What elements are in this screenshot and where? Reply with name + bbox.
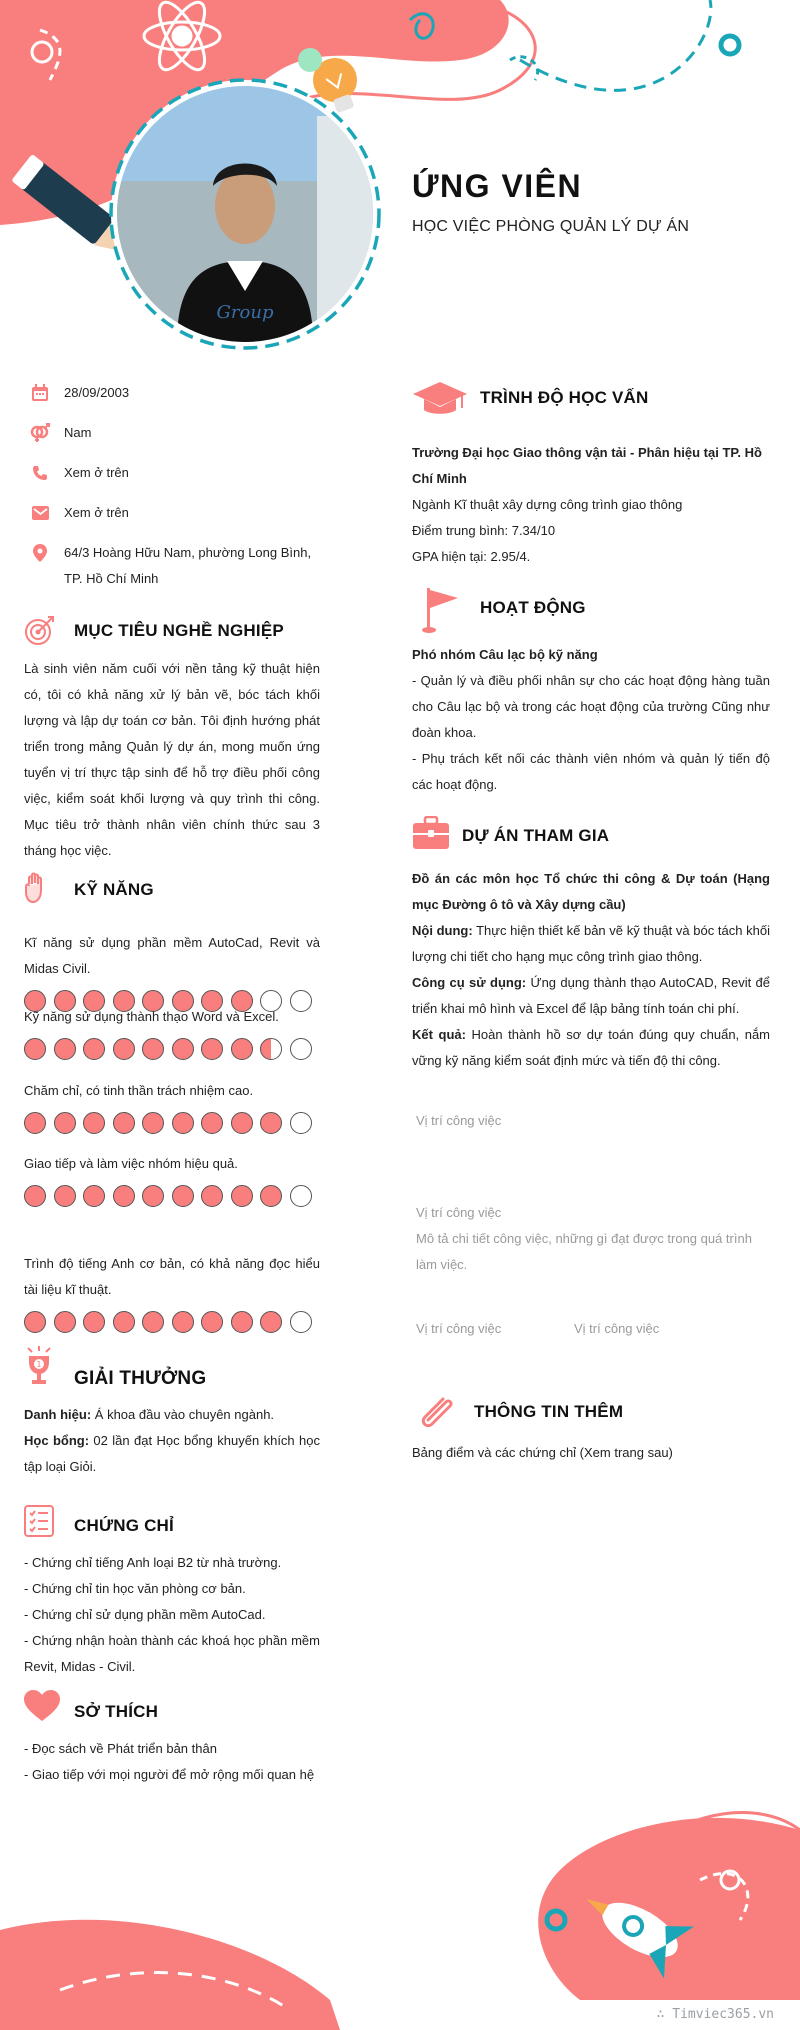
hand-icon — [24, 872, 50, 909]
rating-dot — [142, 1185, 164, 1207]
project-content-value: Thực hiện thiết kế bản vẽ kỹ thuật và bóc tách khối lượng chi tiết cho hạng mục công trình giao thông. — [412, 923, 770, 964]
job-position-placeholder[interactable]: Vị trí công việc — [574, 1321, 660, 1336]
certificates-title: CHỨNG CHỈ — [74, 1516, 174, 1535]
rating-dot — [83, 1038, 105, 1060]
certificate-item: - Chứng chỉ sử dụng phần mềm AutoCad. — [24, 1607, 266, 1622]
rating-dot — [290, 1038, 312, 1060]
rating-dot — [290, 1311, 312, 1333]
rating-dot — [260, 1311, 282, 1333]
email-row — [28, 503, 328, 526]
candidate-position: HỌC VIỆC PHÒNG QUẢN LÝ DỰ ÁN — [412, 218, 690, 235]
checklist-icon — [24, 1505, 54, 1542]
awards-title: GIẢI THƯỞNG — [74, 1368, 207, 1389]
rating-dot — [231, 1112, 253, 1134]
education-text — [412, 440, 770, 570]
project-result-value: Hoàn thành hồ sơ dự toán đúng quy chuẩn, nắm vững kỹ năng kiểm soát định mức và tiến độ thi công. — [412, 1027, 771, 1068]
trophy-icon — [24, 1346, 54, 1391]
rating-dot — [172, 1311, 194, 1333]
candidate-name: ỨNG VIÊN — [412, 168, 583, 204]
phone-icon — [28, 463, 52, 483]
projects-title: DỰ ÁN THAM GIA — [462, 826, 610, 845]
activity-role: Phó nhóm Câu lạc bộ kỹ năng — [412, 647, 598, 662]
skill-label: Chăm chỉ, có tinh thần trách nhiệm cao. — [24, 1083, 254, 1098]
email-icon — [28, 503, 52, 523]
rating-dot — [201, 1038, 223, 1060]
phone-text[interactable]: Xem ở trên — [64, 465, 129, 480]
certificate-item: - Chứng nhận hoàn thành các khoá học phần mềm Revit, Midas - Civil. — [24, 1633, 320, 1674]
rating-dot — [290, 1185, 312, 1207]
rating-dot — [113, 1038, 135, 1060]
phone-row — [28, 463, 328, 486]
award-title-value: Á khoa đầu vào chuyên ngành. — [91, 1407, 275, 1422]
rating-dot — [83, 1185, 105, 1207]
rating-dot — [201, 1112, 223, 1134]
rating-dot — [142, 1038, 164, 1060]
job-position-placeholder[interactable]: Vị trí công việc — [416, 1205, 502, 1220]
rating-dot — [54, 1311, 76, 1333]
rating-dot — [172, 1185, 194, 1207]
gender-text: Nam — [64, 425, 92, 440]
address-text: 64/3 Hoàng Hữu Nam, phường Long Bình, TP. Hồ Chí Minh — [64, 545, 312, 586]
rating-dot — [172, 1112, 194, 1134]
heart-icon — [24, 1690, 60, 1727]
education-title: TRÌNH ĐỘ HỌC VẤN — [480, 388, 649, 407]
activities-text — [412, 642, 770, 798]
hobbies-list — [24, 1736, 334, 1788]
hobbies-title: SỞ THÍCH — [74, 1702, 159, 1721]
awards-text — [24, 1402, 320, 1480]
skill-item — [24, 1151, 320, 1207]
watermark-text: Timviec365.vn — [672, 2007, 774, 2022]
email-text[interactable]: Xem ở trên — [64, 505, 129, 520]
briefcase-icon — [412, 816, 450, 855]
rating-dot — [83, 1311, 105, 1333]
activity-line: - Phụ trách kết nối các thành viên nhóm và quản lý tiến độ các hoạt động. — [412, 751, 770, 792]
skill-label: Giao tiếp và làm việc nhóm hiệu quả. — [24, 1156, 238, 1171]
avatar — [117, 86, 373, 342]
skill-rating — [24, 1185, 320, 1207]
hobby-item: - Đọc sách về Phát triển bản thân — [24, 1741, 217, 1756]
scholarship-value: 02 lần đạt Học bổng khuyến khích học tập loại Giỏi. — [24, 1433, 321, 1474]
rating-dot — [260, 1038, 282, 1060]
project-content-label: Nội dung: — [412, 923, 473, 938]
skill-rating — [24, 1311, 320, 1333]
rating-dot — [24, 1311, 46, 1333]
rating-dot — [231, 1185, 253, 1207]
activity-line: - Quản lý và điều phối nhân sự cho các hoạt động hàng tuần cho Câu lạc bộ và trong các hoạt động của trường Cũng như đoàn khoa. — [412, 673, 770, 740]
rating-dot — [24, 1112, 46, 1134]
rating-dot — [231, 1038, 253, 1060]
scholarship-label: Học bổng: — [24, 1433, 90, 1448]
projects-text — [412, 866, 770, 1074]
dob-row — [28, 383, 328, 406]
rating-dot — [24, 1038, 46, 1060]
rating-dot — [142, 1311, 164, 1333]
project-tools-value: Ứng dụng thành thạo AutoCAD, Revit để triển khai mô hình và Excel để lập bảng tính toán chi phí. — [412, 975, 770, 1016]
gender-icon — [28, 423, 52, 443]
contact-info — [28, 383, 328, 609]
rating-dot — [201, 1185, 223, 1207]
objective-title: MỤC TIÊU NGHỀ NGHIỆP — [74, 621, 284, 640]
rating-dot — [142, 1112, 164, 1134]
graduation-cap-icon — [412, 380, 468, 421]
rating-dot — [113, 1185, 135, 1207]
certificate-item: - Chứng chỉ tiếng Anh loại B2 từ nhà trường. — [24, 1555, 282, 1570]
skill-label: Kĩ năng sử dụng phần mềm AutoCad, Revit và Midas Civil. — [24, 935, 320, 976]
rating-dot — [231, 1311, 253, 1333]
school-name: Trường Đại học Giao thông vận tải - Phân hiệu tại TP. Hồ Chí Minh — [412, 445, 762, 486]
skill-rating — [24, 1112, 320, 1134]
certificates-list — [24, 1550, 320, 1680]
watermark: ∴ Timviec365.vn — [656, 2007, 774, 2022]
calendar-icon — [28, 383, 52, 403]
rating-dot — [24, 1185, 46, 1207]
job-position-placeholder[interactable]: Vị trí công việc — [416, 1321, 502, 1336]
hobby-item: - Giao tiếp với mọi người để mở rộng mối quan hệ — [24, 1767, 315, 1782]
paperclip-icon — [418, 1390, 458, 1435]
extra-title: THÔNG TIN THÊM — [474, 1402, 624, 1421]
rating-dot — [54, 1185, 76, 1207]
job-position-placeholder[interactable]: Vị trí công việc — [416, 1113, 502, 1128]
project-result-label: Kết quả: — [412, 1027, 466, 1042]
skill-rating — [24, 1038, 320, 1060]
project-name: Đồ án các môn học Tổ chức thi công & Dự toán (Hạng mục Đường ô tô và Xây dựng cầu) — [412, 871, 770, 912]
activities-title: HOẠT ĐỘNG — [480, 598, 586, 617]
rating-dot — [290, 1112, 312, 1134]
rating-dot — [83, 1112, 105, 1134]
certificate-item: - Chứng chỉ tin học văn phòng cơ bản. — [24, 1581, 246, 1596]
rating-dot — [260, 1112, 282, 1134]
skill-item — [24, 930, 320, 1012]
location-pin-icon — [28, 543, 52, 563]
flag-icon — [422, 586, 462, 639]
skill-label: Kỹ năng sử dụng thành thạo Word và Excel. — [24, 1009, 279, 1024]
target-icon — [24, 614, 56, 651]
address-row — [28, 543, 328, 592]
skill-item — [24, 1251, 320, 1333]
dob-text: 28/09/2003 — [64, 385, 130, 400]
major: Ngành Kĩ thuật xây dựng công trình giao thông — [412, 497, 683, 512]
objective-text: Là sinh viên năm cuối với nền tảng kỹ thuật hiện có, tôi có khả năng xử lý bản vẽ, bóc tách khối lượng và lập dự toán cơ bản. Tôi định hướng phát triển trong mảng Quản lý dự án, mong muốn ứng tuyển vị trí thực tập sinh để hỗ trợ điều phối công việc, kiểm soát khối lượng và quy trình thi công. Mục tiêu trở thành nhân viên chính thức sau 3 tháng học việc. — [24, 661, 320, 858]
rating-dot — [201, 1311, 223, 1333]
rating-dot — [113, 1311, 135, 1333]
svg-text:1: 1 — [36, 1360, 42, 1369]
award-title-label: Danh hiệu: — [24, 1407, 92, 1422]
rating-dot — [54, 1112, 76, 1134]
gpa: GPA hiện tại: 2.95/4. — [412, 549, 531, 564]
rating-dot — [54, 1038, 76, 1060]
project-tools-label: Công cụ sử dụng: — [412, 975, 527, 990]
skills-title: KỸ NĂNG — [74, 880, 154, 899]
rating-dot — [113, 1112, 135, 1134]
rating-dot — [260, 1185, 282, 1207]
job-description-placeholder[interactable]: Mô tả chi tiết công việc, những gì đạt được trong quá trình làm việc. — [416, 1231, 752, 1272]
average-score: Điểm trung bình: 7.34/10 — [412, 523, 556, 538]
rating-dot — [172, 1038, 194, 1060]
skill-item — [24, 1078, 320, 1134]
extra-text: Bảng điểm và các chứng chỉ (Xem trang sau) — [412, 1445, 673, 1460]
skill-item — [24, 1004, 320, 1060]
svg-text:Group: Group — [216, 302, 274, 323]
gender-row — [28, 423, 328, 446]
skill-label: Trình độ tiếng Anh cơ bản, có khả năng đọc hiểu tài liệu kĩ thuật. — [24, 1256, 320, 1297]
